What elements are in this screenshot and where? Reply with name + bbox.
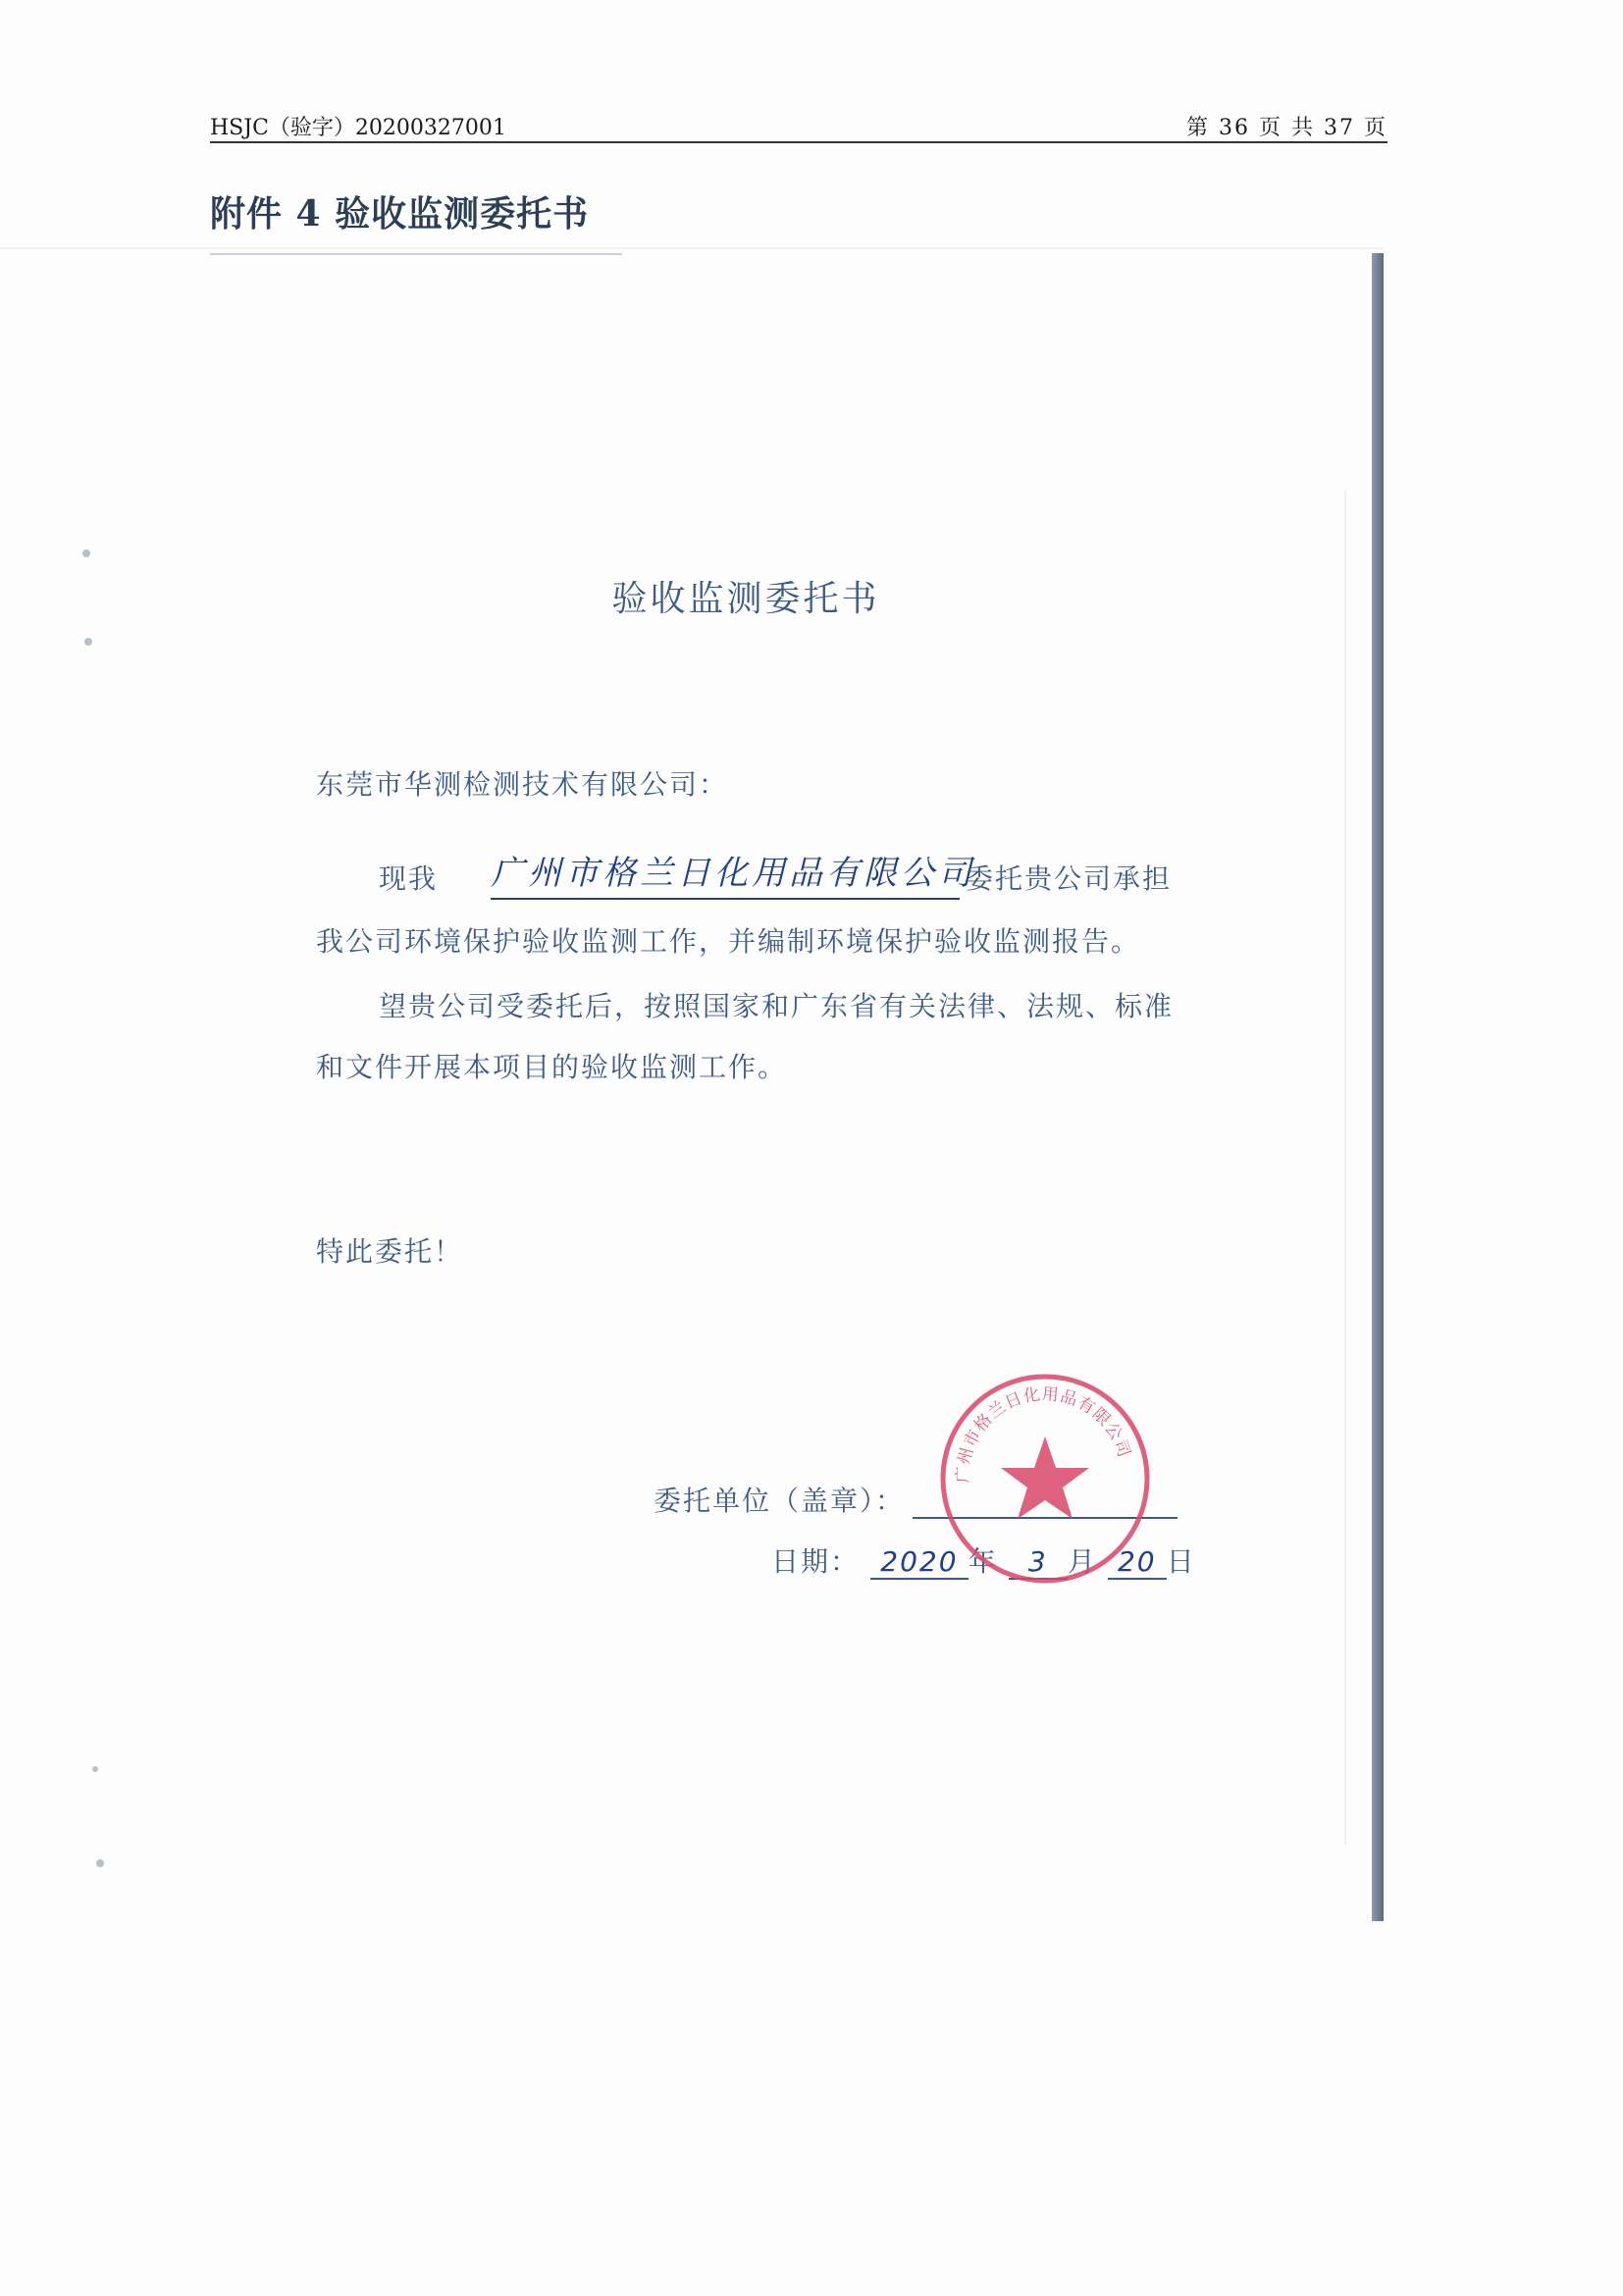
scan-fold-line — [1344, 491, 1346, 1845]
date-month: 3 — [1009, 1545, 1068, 1580]
title-underline — [210, 253, 622, 255]
paragraph-1-suffix: 委托贵公司承担 — [966, 862, 1173, 895]
binding-hole-mark — [84, 638, 92, 646]
paragraph-1-prefix: 现我 — [379, 862, 439, 895]
date-day-unit: 日 — [1166, 1545, 1196, 1578]
letter-title: 验收监测委托书 — [611, 579, 880, 619]
paragraph-2-line-1: 望贵公司受委托后，按照国家和广东省有关法律、法规、标准 — [379, 990, 1175, 1022]
date-year: 2020 — [870, 1545, 969, 1580]
attachment-title: 附件 4 验收监测委托书 — [210, 193, 590, 235]
report-number: HSJC（验字）20200327001 — [210, 116, 506, 140]
paragraph-2-line-2: 和文件开展本项目的验收监测工作。 — [316, 1051, 788, 1083]
sign-label: 委托单位（盖章）： — [654, 1485, 906, 1517]
page-header — [210, 110, 1387, 143]
date-label: 日期： — [771, 1545, 861, 1578]
date-year-unit: 年 — [968, 1545, 998, 1578]
date-day: 20 — [1108, 1545, 1167, 1580]
seal-star-icon — [1001, 1436, 1089, 1519]
company-seal-stamp — [932, 1366, 1158, 1592]
sheet-right-edge — [1372, 253, 1384, 1921]
paragraph-1-line-2: 我公司环境保护验收监测工作，并编制环境保护验收监测报告。 — [316, 925, 1141, 958]
page-number: 第 36 页 共 37 页 — [1186, 116, 1387, 140]
seal-text: 广州市格兰日化用品有限公司 — [953, 1384, 1134, 1484]
binding-hole-mark — [82, 549, 90, 557]
letter-salutation: 东莞市华测检测技术有限公司： — [316, 768, 729, 801]
closing-phrase: 特此委托！ — [316, 1235, 464, 1268]
binding-hole-mark — [92, 1766, 98, 1772]
sheet-top-edge — [0, 247, 1384, 249]
binding-hole-mark — [96, 1859, 104, 1867]
handwritten-company-name: 广州市格兰日化用品有限公司 — [491, 846, 960, 900]
date-month-unit: 月 — [1067, 1545, 1097, 1578]
